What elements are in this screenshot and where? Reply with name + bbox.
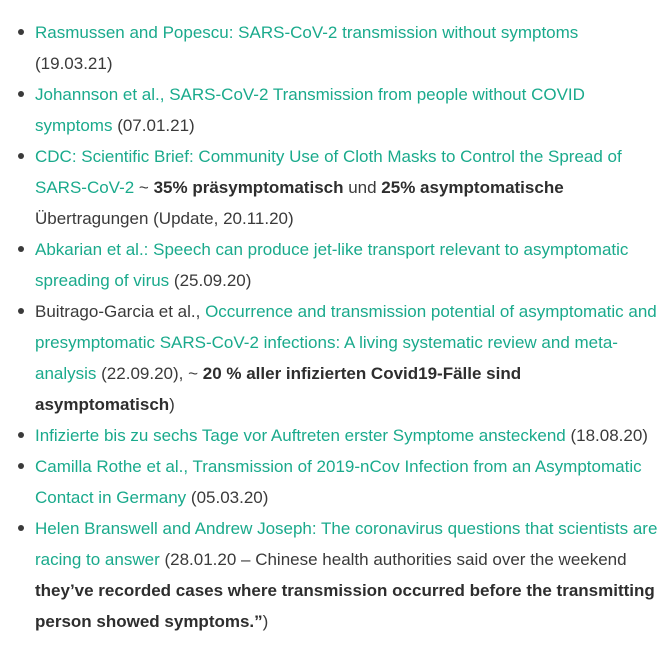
reference-highlight: 25% asymptomatische [381,178,564,197]
reference-text: und [343,178,382,197]
reference-link[interactable]: CDC: Scientific Brief: Community Use of Cloth Masks to Control the Spread of SARS-CoV-2 [35,147,622,197]
reference-authors: Buitrago-Garcia et al., [35,302,206,321]
reference-link[interactable]: Infizierte bis zu sechs Tage vor Auftreten erster Symptome ansteckend [35,426,566,445]
reference-link[interactable]: Abkarian et al.: Speech can produce jet-like transport relevant to asymptomatic spreading of virus [35,240,629,290]
list-item [0,141,663,234]
bullet-dot [18,246,24,252]
bullet-dot [18,153,24,159]
reference-highlight: 20 % aller infizierten Covid19-Fälle sind asymptomatisch [35,364,522,414]
reference-date: (07.01.21) [112,116,195,135]
reference-link[interactable]: Occurrence and transmission potential of asymptomatic and presymptomatic SARS-CoV-2 infections: A living systematic review and meta-analysis [35,302,657,383]
list-item [0,420,663,451]
list-item [0,234,663,296]
bullet-dot [18,525,24,531]
list-item [0,451,663,513]
reference-date: (19.03.21) [35,54,113,73]
reference-link[interactable]: Camilla Rothe et al., Transmission of 2019-nCov Infection from an Asymptomatic Contact in Germany [35,457,642,507]
reference-text: Übertragungen (Update, 20.11.20) [35,209,294,228]
reference-highlight: 35% präsymptomatisch [153,178,344,197]
list-item [0,17,663,79]
reference-link[interactable]: Johannson et al., SARS-CoV-2 Transmission from people without COVID symptoms [35,85,585,135]
reference-link[interactable]: Rasmussen and Popescu: SARS-CoV-2 transmission without symptoms [35,23,579,42]
reference-text: (22.09.20), ~ [96,364,203,383]
list-item [0,296,663,420]
bullet-dot [18,91,24,97]
reference-text: (28.01.20 – Chinese health authorities said over the weekend [159,550,627,569]
bullet-dot [18,308,24,314]
bullet-dot [18,463,24,469]
bullet-dot [18,432,24,438]
reference-link[interactable]: Helen Branswell and Andrew Joseph: The coronavirus questions that scientists are racing to answer [35,519,658,569]
reference-date: (25.09.20) [169,271,252,290]
reference-text: ) [262,612,269,631]
list-item [0,513,663,637]
list-item [0,79,663,141]
reference-date: (05.03.20) [186,488,269,507]
reference-text: ~ [134,178,154,197]
bullet-dot [18,29,24,35]
reference-text: ) [169,395,175,414]
reference-highlight: they’ve recorded cases where transmission occurred before the transmitting person showed symptoms.” [35,581,655,631]
reference-date: (18.08.20) [565,426,648,445]
